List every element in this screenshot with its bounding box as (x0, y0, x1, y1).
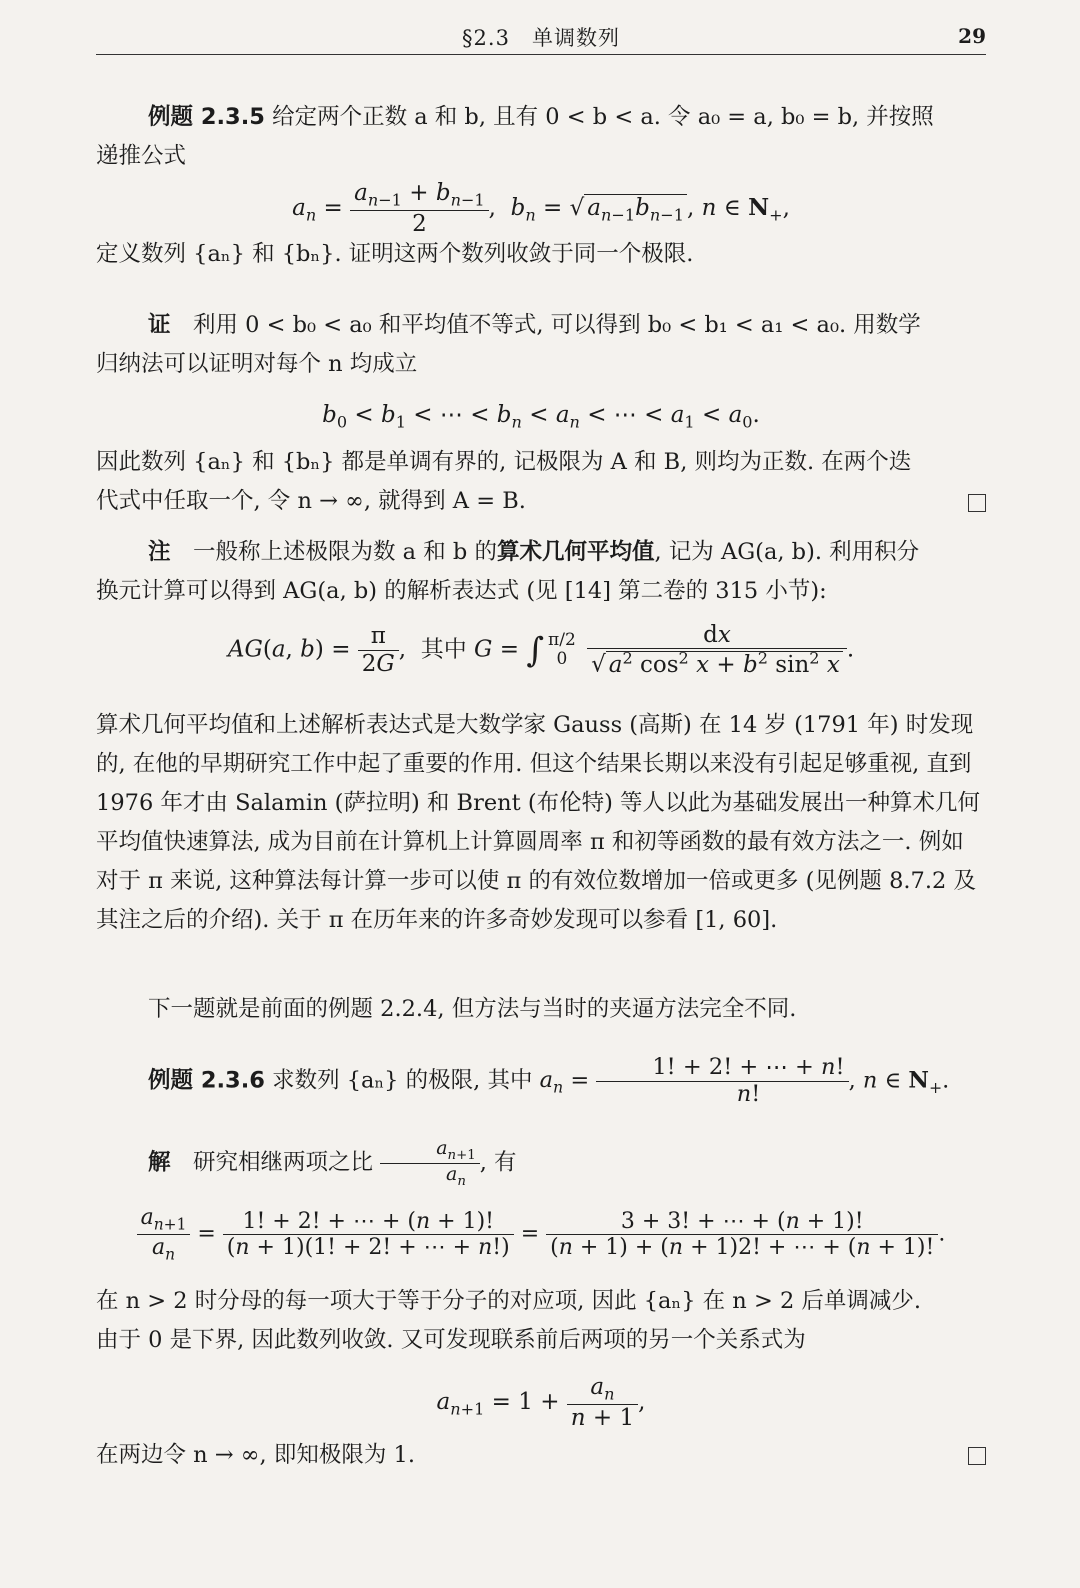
transition-sentence: 下一题就是前面的例题 2.2.4, 但方法与当时的夹逼方法完全不同. (148, 996, 797, 1022)
solution-line-2: 在 n > 2 时分母的每一项大于等于分子的对应项, 因此 {aₙ} 在 n > 2 后单调减少. (96, 1288, 922, 1314)
proof-line-2: 归纳法可以证明对每个 n 均成立 (96, 351, 418, 377)
example-2-3-5-line-3: 定义数列 {aₙ} 和 {bₙ}. 证明这两个数列收敛于同一个极限. (96, 241, 694, 267)
proof-line-4: 代式中任取一个, 令 n → ∞, 就得到 A = B. (96, 488, 526, 514)
qed-symbol (968, 1447, 986, 1465)
gauss-history-paragraph: 算术几何平均值和上述解析表达式是大数学家 Gauss (高斯) 在 14 岁 (1791 年) 时发现的, 在他的早期研究工作中起了重要的作用. 但这个结果长期以来没有引起足够重视, 直到 1976 年才由 Salamin (萨拉明) 和 Brent (布伦特) 等人以此为基础发展出一种算术几何平均值快速算法, 成为目前在计算机上计算圆周率 π 和初等函数的最有效方法之一. 例如对于 π 来说, 这种算法每计算一步可以使 π 的有效位数增加一倍或更多 (见例题 8.7.2 及其注之后的介绍). 关于 π 在历年来的许多奇妙发现可以参看 [1, 60]. (96, 712, 981, 933)
agm-term: 算术几何平均值 (496, 539, 655, 565)
solution-label: 解 (148, 1149, 171, 1176)
recurrence-relation-formula: $a_{n+1} = 1$ + $\frac{a_n}{n + 1}$ , (436, 1374, 646, 1432)
note-line-1: 注 一般称上述极限为数 a 和 b 的算术几何平均值, 记为 AG(a, b). 利用积分 (148, 539, 920, 565)
ratio-formula: $\frac{a_{n+1}}{a_n}$ = $\frac{1! + 2! + \cdots + (n + 1)!}{(n + 1)(1! + 2! + \cdots + n!)}$ = $\frac{3 + 3! + \cdots + (n + 1)!}{(n + 1) + (n + 1)2! + \cdots + (n + 1)!}$ . (96, 1205, 986, 1264)
solution-line-3: 由于 0 是下界, 因此数列收敛. 又可发现联系前后两项的另一个关系式为 (96, 1327, 806, 1353)
qed-symbol (968, 494, 986, 512)
example-label: 例题 2.3.6 (148, 1067, 265, 1094)
page-number: 29 (958, 24, 986, 48)
proof-line-1: 证 利用 0 < b₀ < a₀ 和平均值不等式, 可以得到 b₀ < b₁ < a₁ < a₀. 用数学 (148, 312, 921, 338)
section-title: §2.3 单调数列 (462, 26, 620, 50)
solution-line-1: 解 研究相继两项之比 $\frac{a_{n+1}}{a_n}$ , 有 (148, 1137, 517, 1189)
proof-line-3: 因此数列 {aₙ} 和 {bₙ} 都是单调有界的, 记极限为 A 和 B, 则均为正数. 在两个迭 (96, 449, 912, 475)
monotone-chain-formula: $b_0 < b_1$ < ⋯ < $b_n < a_n$ < ⋯ < $a_1 < a_0$. (322, 402, 760, 432)
note-label: 注 (148, 539, 171, 565)
solution-line-4: 在两边令 n → ∞, 即知极限为 1. (96, 1442, 415, 1468)
example-2-3-6-line: 例题 2.3.6 求数列 {aₙ} 的极限, 其中 $a_n$ = $\frac{1! + 2! + \cdots + n!}{n!}$ , n ∈ $N_+$. (148, 1054, 950, 1107)
example-label: 例题 2.3.5 (148, 104, 265, 130)
recurrence-formula: $a_n$ = $\frac{a_{n-1} + b_{n-1}}{2}$ , $b_n$ = √ $a_{n-1}b_{n-1}$ , n ∈ $N_+$, (292, 180, 790, 238)
agm-integral-formula: AG(a, b) = $\frac{\pi}{2G}$ , 其中 G = ∫ π/2 0 $\frac{dx}{√ a^2 \cos^2 x + b^2 \sin^2 x}$ . (227, 622, 855, 679)
running-header (96, 14, 986, 55)
example-2-3-5-line-1: 例题 2.3.5 给定两个正数 a 和 b, 且有 0 < b < a. 令 a₀ = a, b₀ = b, 并按照 (148, 104, 934, 130)
note-line-2: 换元计算可以得到 AG(a, b) 的解析表达式 (见 [14] 第二卷的 315 小节): (96, 578, 827, 604)
example-2-3-5-line-2: 递推公式 (96, 143, 187, 169)
proof-label: 证 (148, 312, 171, 338)
